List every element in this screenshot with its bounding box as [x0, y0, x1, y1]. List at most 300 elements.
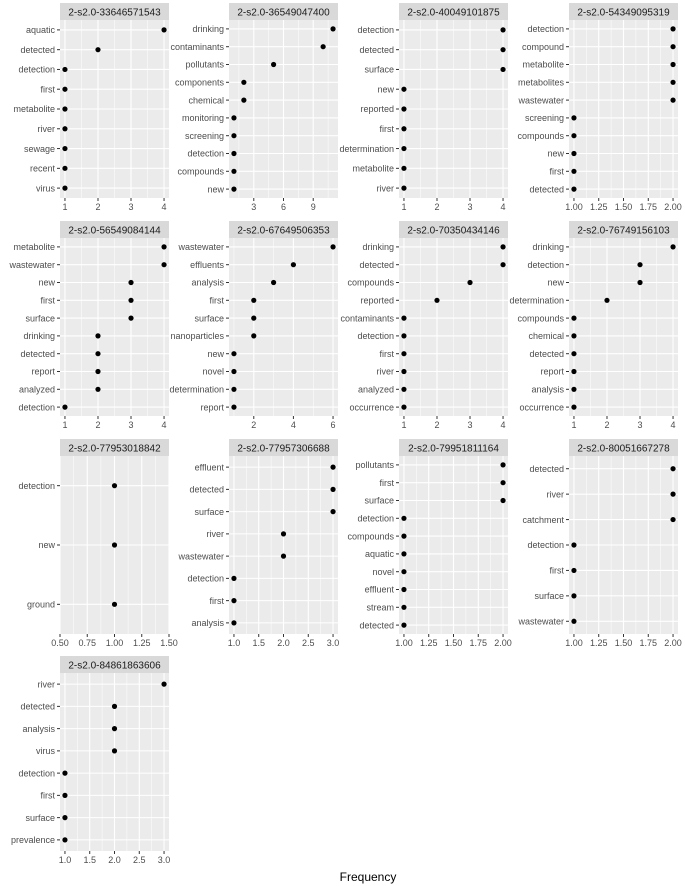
x-tick-label: 3	[467, 202, 473, 212]
x-tick-label: 2.00	[494, 638, 512, 648]
data-point	[291, 262, 296, 267]
x-tick-label: 1.0	[227, 638, 241, 648]
y-tick-label: new	[207, 348, 224, 359]
x-tick-label: 1.50	[160, 638, 178, 648]
data-point	[330, 26, 335, 31]
data-point	[670, 244, 675, 249]
y-tick-label: detection	[527, 24, 564, 35]
facet-panel	[170, 3, 338, 212]
y-tick-label: detected	[20, 44, 55, 55]
data-point	[62, 87, 67, 92]
y-tick-label: river	[37, 123, 55, 134]
data-point	[95, 47, 100, 52]
y-tick-label: compounds	[517, 130, 564, 141]
data-point	[401, 516, 406, 521]
data-point	[251, 333, 256, 338]
x-tick-label: 1.75	[639, 638, 658, 648]
facet-title: 2-s2.0-33646571543	[68, 7, 161, 19]
data-point	[604, 298, 609, 303]
x-tick-label: 1	[401, 202, 407, 212]
data-point	[128, 316, 133, 321]
y-tick-label: detected	[529, 463, 564, 474]
y-tick-label: drinking	[362, 242, 394, 253]
data-point	[62, 405, 67, 410]
data-point	[330, 509, 335, 514]
y-tick-label: first	[379, 477, 394, 488]
y-tick-label: compounds	[517, 313, 564, 324]
data-point	[95, 333, 100, 338]
y-tick-label: surface	[194, 313, 224, 324]
data-point	[161, 682, 166, 687]
data-point	[500, 498, 505, 503]
y-tick-label: first	[40, 790, 55, 801]
data-point	[500, 244, 505, 249]
facet-panel	[169, 221, 338, 430]
y-tick-label: prevalence	[10, 835, 55, 846]
x-tick-label: 2	[604, 420, 610, 430]
x-tick-label: 1.00	[565, 202, 583, 212]
x-tick-label: 1	[62, 202, 68, 212]
y-tick-label: wastewater	[178, 242, 224, 253]
y-tick-label: nanoparticles	[170, 331, 224, 342]
y-tick-label: aquatic	[25, 25, 55, 36]
data-point	[281, 554, 286, 559]
y-tick-label: analysis	[191, 277, 224, 288]
data-point	[670, 492, 675, 497]
x-tick-label: 2	[95, 420, 101, 430]
x-tick-label: 1	[62, 420, 68, 430]
facet-panel	[339, 3, 508, 212]
y-tick-label: occurrence	[349, 402, 394, 413]
data-point	[571, 542, 576, 547]
y-tick-label: detected	[189, 484, 224, 495]
x-tick-label: 4	[500, 202, 506, 212]
x-tick-label: 2	[434, 202, 440, 212]
x-tick-label: 1.50	[614, 202, 633, 212]
data-point	[231, 369, 236, 374]
data-point	[231, 151, 236, 156]
x-tick-label: 3	[637, 420, 643, 430]
data-point	[62, 837, 67, 842]
x-tick-label: 3	[128, 202, 134, 212]
facet-panel	[177, 439, 339, 648]
data-point	[571, 619, 576, 624]
y-tick-label: metabolite	[13, 242, 55, 253]
y-tick-label: metabolite	[522, 59, 564, 70]
facet-panel	[347, 439, 511, 648]
x-tick-label: 2.0	[108, 855, 121, 865]
facet-panel	[509, 221, 678, 430]
data-point	[112, 602, 117, 607]
data-point	[231, 387, 236, 392]
x-tick-label: 2.5	[302, 638, 315, 648]
y-tick-label: wastewater	[518, 616, 564, 627]
y-tick-label: detected	[359, 44, 394, 55]
y-tick-label: aquatic	[364, 549, 394, 560]
y-tick-label: surface	[25, 313, 55, 324]
data-point	[571, 333, 576, 338]
y-tick-label: analysis	[191, 618, 224, 629]
y-tick-label: detected	[20, 701, 55, 712]
data-point	[161, 262, 166, 267]
y-tick-label: report	[540, 366, 564, 377]
y-tick-label: surface	[534, 591, 564, 602]
facet-panel	[11, 656, 170, 865]
y-tick-label: metabolites	[517, 77, 564, 88]
data-point	[161, 27, 166, 32]
facet-panel	[340, 221, 508, 430]
x-tick-label: 1.50	[444, 638, 463, 648]
y-tick-label: sewage	[23, 143, 55, 154]
y-tick-label: effluent	[364, 584, 394, 595]
y-tick-label: new	[377, 84, 394, 95]
data-point	[571, 387, 576, 392]
y-tick-label: stream	[366, 602, 394, 613]
y-tick-label: compounds	[347, 531, 394, 542]
data-point	[95, 387, 100, 392]
x-tick-label: 1.00	[395, 638, 413, 648]
y-tick-label: river	[546, 489, 564, 500]
y-tick-label: chemical	[188, 95, 224, 106]
data-point	[571, 115, 576, 120]
x-tick-label: 1.75	[469, 638, 488, 648]
y-tick-label: new	[207, 184, 224, 195]
data-point	[571, 151, 576, 156]
y-tick-label: analyzed	[357, 384, 394, 395]
data-point	[62, 67, 67, 72]
data-point	[401, 106, 406, 111]
x-tick-label: 2	[95, 202, 101, 212]
y-tick-label: novel	[202, 366, 224, 377]
facet-title: 2-s2.0-79951811164	[408, 443, 499, 455]
data-point	[231, 133, 236, 138]
facet-panel	[517, 3, 681, 212]
data-point	[271, 62, 276, 67]
data-point	[401, 569, 406, 574]
data-point	[62, 166, 67, 171]
y-tick-label: reported	[360, 104, 394, 115]
data-point	[500, 27, 505, 32]
y-tick-label: detection	[187, 148, 224, 159]
data-point	[251, 298, 256, 303]
y-tick-label: metabolite	[13, 104, 55, 115]
x-tick-label: 3.0	[157, 855, 171, 865]
data-point	[670, 44, 675, 49]
y-tick-label: determination	[169, 384, 224, 395]
y-tick-label: drinking	[192, 24, 224, 35]
data-point	[112, 726, 117, 731]
data-point	[128, 280, 133, 285]
data-point	[401, 166, 406, 171]
data-point	[330, 465, 335, 470]
data-point	[95, 351, 100, 356]
data-point	[571, 187, 576, 192]
x-tick-label: 1.00	[105, 638, 124, 648]
x-tick-label: 3	[251, 202, 257, 212]
data-point	[401, 587, 406, 592]
y-tick-label: detection	[527, 259, 564, 270]
data-point	[401, 186, 406, 191]
y-tick-label: drinking	[23, 331, 55, 342]
x-tick-label: 2	[434, 420, 440, 430]
y-tick-label: wastewater	[178, 551, 224, 562]
data-point	[241, 98, 246, 103]
facet-title: 2-s2.0-80051667278	[577, 443, 670, 455]
x-tick-label: 2.0	[277, 638, 290, 648]
data-point	[161, 244, 166, 249]
data-point	[500, 462, 505, 467]
y-tick-label: screening	[524, 113, 564, 124]
x-tick-label: 4	[161, 420, 167, 430]
facet-title: 2-s2.0-70350434146	[407, 225, 500, 237]
data-point	[401, 126, 406, 131]
y-tick-label: new	[38, 540, 55, 551]
y-tick-label: compounds	[177, 166, 224, 177]
data-point	[112, 748, 117, 753]
y-tick-label: river	[376, 183, 394, 194]
x-tick-label: 2.00	[664, 638, 682, 648]
y-tick-label: contaminants	[340, 313, 394, 324]
data-point	[241, 80, 246, 85]
x-tick-label: 0.50	[51, 638, 69, 648]
data-point	[231, 115, 236, 120]
data-point	[231, 351, 236, 356]
data-point	[401, 316, 406, 321]
y-tick-label: reported	[360, 295, 394, 306]
y-tick-label: recent	[29, 163, 55, 174]
y-tick-label: compound	[521, 41, 564, 52]
data-point	[571, 405, 576, 410]
data-point	[231, 620, 236, 625]
y-tick-label: new	[547, 148, 564, 159]
data-point	[571, 568, 576, 573]
x-tick-label: 3	[128, 420, 134, 430]
data-point	[571, 593, 576, 598]
data-point	[500, 67, 505, 72]
data-point	[330, 244, 335, 249]
facet-title: 2-s2.0-67649506353	[237, 225, 330, 237]
x-tick-label: 1	[401, 420, 407, 430]
y-tick-label: effluents	[190, 259, 224, 270]
data-point	[231, 187, 236, 192]
x-tick-label: 0.75	[78, 638, 97, 648]
y-tick-label: detection	[357, 25, 394, 36]
y-tick-label: analysis	[22, 723, 55, 734]
facet-title: 2-s2.0-77957306688	[237, 443, 330, 455]
y-tick-label: first	[549, 565, 564, 576]
x-tick-label: 4	[161, 202, 167, 212]
data-point	[112, 483, 117, 488]
data-point	[571, 133, 576, 138]
y-tick-label: detection	[357, 331, 394, 342]
data-point	[95, 369, 100, 374]
y-tick-label: effluent	[194, 462, 224, 473]
x-tick-label: 6	[280, 202, 287, 212]
data-point	[62, 815, 67, 820]
y-tick-label: detected	[529, 348, 564, 359]
y-tick-label: river	[376, 366, 394, 377]
data-point	[271, 280, 276, 285]
y-tick-label: occurrence	[519, 402, 564, 413]
facet-title: 2-s2.0-77953018842	[68, 443, 161, 455]
x-tick-label: 2	[251, 420, 257, 430]
y-tick-label: determination	[509, 295, 564, 306]
data-point	[401, 351, 406, 356]
data-point	[321, 44, 326, 49]
y-tick-label: first	[549, 166, 564, 177]
data-point	[500, 480, 505, 485]
data-point	[231, 405, 236, 410]
data-point	[62, 126, 67, 131]
x-tick-label: 1.5	[252, 638, 265, 648]
x-tick-label: 6	[330, 420, 336, 430]
y-tick-label: new	[38, 277, 55, 288]
y-tick-label: pollutants	[355, 460, 394, 471]
data-point	[62, 146, 67, 151]
data-point	[401, 605, 406, 610]
x-tick-label: 1.5	[83, 855, 96, 865]
y-tick-label: metabolite	[352, 163, 394, 174]
facet-panel	[18, 439, 177, 648]
x-tick-label: 1.0	[58, 855, 72, 865]
x-axis-title: Frequency	[339, 870, 397, 884]
x-tick-label: 4	[290, 420, 296, 430]
data-point	[670, 517, 675, 522]
y-tick-label: detection	[18, 402, 55, 413]
y-tick-label: first	[379, 123, 394, 134]
y-tick-label: analysis	[531, 384, 564, 395]
data-point	[112, 704, 117, 709]
facet-panel	[8, 221, 169, 430]
data-point	[401, 623, 406, 628]
data-point	[112, 542, 117, 547]
facet-panel	[517, 439, 681, 648]
y-tick-label: detection	[357, 513, 394, 524]
y-tick-label: surface	[364, 64, 394, 75]
facet-panel	[13, 3, 169, 212]
data-point	[231, 576, 236, 581]
x-tick-label: 4	[670, 420, 676, 430]
y-tick-label: novel	[372, 566, 394, 577]
x-tick-label: 2.00	[664, 202, 682, 212]
y-tick-label: drinking	[532, 242, 564, 253]
data-point	[670, 80, 675, 85]
data-point	[637, 280, 642, 285]
data-point	[401, 551, 406, 556]
x-tick-label: 3.0	[326, 638, 340, 648]
facet-title: 2-s2.0-84861863606	[68, 660, 161, 672]
y-tick-label: pollutants	[185, 59, 224, 70]
data-point	[128, 298, 133, 303]
data-point	[330, 487, 335, 492]
x-tick-label: 1	[571, 420, 577, 430]
data-point	[401, 387, 406, 392]
y-tick-label: first	[40, 295, 55, 306]
y-tick-label: surface	[25, 812, 55, 823]
y-tick-label: river	[206, 529, 224, 540]
data-point	[434, 298, 439, 303]
y-tick-label: detected	[529, 184, 564, 195]
y-tick-label: first	[40, 84, 55, 95]
x-tick-label: 1.00	[565, 638, 583, 648]
y-tick-label: contaminants	[170, 41, 224, 52]
data-point	[467, 280, 472, 285]
y-tick-label: first	[209, 295, 224, 306]
data-point	[571, 351, 576, 356]
y-tick-label: detection	[18, 480, 55, 491]
y-tick-label: monitoring	[181, 113, 224, 124]
data-point	[401, 333, 406, 338]
y-tick-label: detection	[18, 64, 55, 75]
y-tick-label: detected	[359, 259, 394, 270]
facet-title: 2-s2.0-76749156103	[577, 225, 670, 237]
y-tick-label: first	[209, 595, 224, 606]
y-tick-label: wastewater	[9, 259, 55, 270]
data-point	[571, 316, 576, 321]
data-point	[670, 26, 675, 31]
y-tick-label: detection	[18, 768, 55, 779]
data-point	[571, 169, 576, 174]
data-point	[637, 262, 642, 267]
y-tick-label: screening	[184, 130, 224, 141]
x-tick-label: 9	[310, 202, 316, 212]
x-tick-label: 1.25	[589, 638, 608, 648]
x-tick-label: 1.25	[132, 638, 151, 648]
data-point	[62, 106, 67, 111]
x-tick-label: 1.25	[589, 202, 608, 212]
facet-panels	[8, 3, 681, 865]
y-tick-label: wastewater	[518, 95, 564, 106]
y-tick-label: surface	[194, 506, 224, 517]
data-point	[401, 87, 406, 92]
y-tick-label: detected	[20, 348, 55, 359]
y-tick-label: surface	[364, 495, 394, 506]
y-tick-label: first	[379, 348, 394, 359]
data-point	[500, 262, 505, 267]
data-point	[401, 405, 406, 410]
data-point	[251, 316, 256, 321]
y-tick-label: compounds	[347, 277, 394, 288]
y-tick-label: detected	[359, 620, 394, 631]
x-tick-label: 1.50	[614, 638, 633, 648]
data-point	[401, 369, 406, 374]
y-tick-label: detection	[527, 540, 564, 551]
data-point	[670, 98, 675, 103]
facet-title: 2-s2.0-56549084144	[68, 225, 161, 237]
data-point	[670, 466, 675, 471]
y-tick-label: detection	[187, 573, 224, 584]
data-point	[231, 169, 236, 174]
y-tick-label: virus	[35, 183, 55, 194]
data-point	[401, 534, 406, 539]
data-point	[62, 793, 67, 798]
y-tick-label: determination	[339, 143, 394, 154]
facet-title: 2-s2.0-54349095319	[577, 7, 670, 19]
x-tick-label: 1.75	[639, 202, 658, 212]
data-point	[500, 47, 505, 52]
y-tick-label: river	[37, 679, 55, 690]
y-tick-label: analyzed	[18, 384, 55, 395]
x-tick-label: 4	[500, 420, 506, 430]
y-tick-label: components	[174, 77, 224, 88]
x-tick-label: 2.5	[133, 855, 146, 865]
x-tick-label: 3	[467, 420, 473, 430]
y-tick-label: report	[200, 402, 224, 413]
data-point	[571, 369, 576, 374]
y-tick-label: report	[31, 366, 55, 377]
data-point	[62, 186, 67, 191]
data-point	[62, 771, 67, 776]
